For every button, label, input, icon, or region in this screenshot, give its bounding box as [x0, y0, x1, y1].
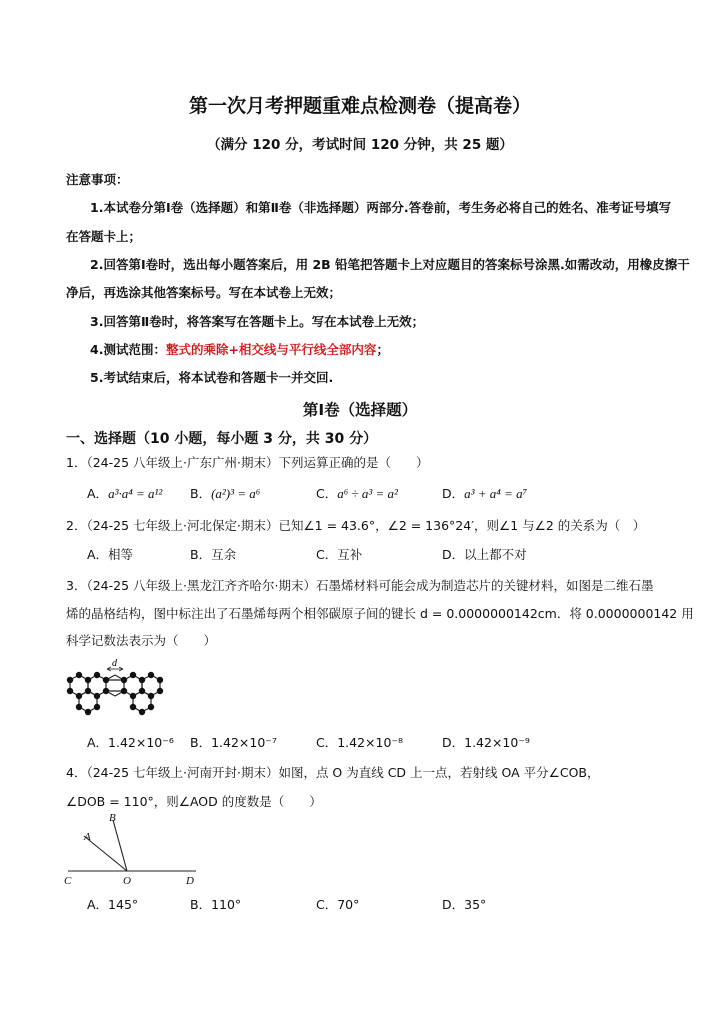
- carbon-atom: [94, 704, 100, 710]
- carbon-atom: [76, 704, 82, 710]
- point-c-label: C: [64, 875, 72, 887]
- q4-option-b: B．110°: [190, 897, 242, 912]
- q4-option-c: C．70°: [316, 897, 360, 912]
- note-4: [90, 340, 389, 358]
- question-4-stem-line-2: ∠DOB = 110°，则∠AOD 的度数是（ ）: [66, 794, 322, 809]
- question-1-stem: 1．（24-25 八年级上·广东广州·期末）下列运算正确的是（ ）: [66, 455, 429, 470]
- q3-option-c: C．1.42×10⁻⁸: [316, 735, 404, 750]
- page-subtitle: （满分 120 分，考试时间 120 分钟，共 25 题）: [207, 137, 513, 153]
- ray-ob: [113, 820, 127, 871]
- carbon-atom: [121, 688, 127, 694]
- carbon-atom: [94, 693, 100, 699]
- carbon-atom: [139, 688, 145, 694]
- section-heading: 一、选择题（10 小题，每小题 3 分，共 30 分）: [66, 431, 378, 447]
- carbon-atom: [103, 677, 109, 683]
- q3-option-b: B．1.42×10⁻⁷: [190, 735, 277, 750]
- q1-option-d: [442, 484, 527, 502]
- page-title: 第一次月考押题重难点检测卷（提高卷）: [188, 95, 531, 117]
- q4-option-a: A．145°: [87, 897, 139, 912]
- q1-option-b-label: B．: [190, 486, 212, 501]
- carbon-atom: [76, 693, 82, 699]
- question-4-stem-line-1: 4．（24-25 七年级上·河南开封·期末）如图，点 O 为直线 CD 上一点，若射线 OA 平分∠COB，: [66, 765, 600, 780]
- q1-option-a: [87, 484, 162, 502]
- notes-heading: 注意事项：: [66, 172, 129, 187]
- carbon-atom: [85, 709, 91, 715]
- carbon-atom: [130, 672, 136, 678]
- q2-option-a: A．相等: [87, 547, 134, 562]
- point-a-label: A: [84, 831, 91, 843]
- note-4-scope: 整式的乘除+相交线与平行线全部内容: [165, 342, 377, 357]
- carbon-atom: [85, 688, 91, 694]
- part-1-heading: 第Ⅰ卷（选择题）: [302, 401, 418, 419]
- question-3-stem-line-1: 3．（24-25 八年级上·黑龙江齐齐哈尔·期末）石墨烯材料可能会成为制造芯片的关键材料，如图是二维石墨: [66, 578, 654, 593]
- q2-option-c: C．互补: [316, 547, 363, 562]
- carbon-atom: [139, 677, 145, 683]
- carbon-atom: [103, 688, 109, 694]
- q1-option-a-expr: a³·a⁴ = a¹²: [108, 486, 163, 501]
- carbon-atom: [148, 704, 154, 710]
- carbon-atom: [157, 677, 163, 683]
- note-2-line-2: 净后，再选涂其他答案标号。写在本试卷上无效；: [66, 285, 342, 300]
- question-3-stem-line-2: 烯的晶格结构，图中标注出了石墨烯每两个相邻碳原子间的键长 d = 0.0000000142cm．将 0.0000000142 用: [66, 606, 694, 621]
- question-3-stem-line-3: 科学记数法表示为（ ）: [66, 633, 217, 648]
- q1-option-c-label: C．: [316, 486, 338, 501]
- note-5: 5.考试结束后，将本试卷和答题卡一并交回.: [90, 370, 334, 385]
- q2-option-d: D．以上都不对: [442, 547, 527, 562]
- q1-option-d-expr: a³ + a⁴ = a⁷: [464, 486, 528, 501]
- note-3: 3.回答第Ⅱ卷时，将答案写在答题卡上。写在本试卷上无效；: [90, 314, 425, 329]
- note-4-prefix: 4.测试范围：: [90, 342, 166, 357]
- carbon-atom: [121, 677, 127, 683]
- carbon-atom: [157, 688, 163, 694]
- note-2-line-1: 2.回答第Ⅰ卷时，选出每小题答案后，用 2B 铅笔把答题卡上对应题目的答案标号涂黑.如需改动，用橡皮擦干: [90, 257, 690, 272]
- bond-length-label: d: [112, 658, 117, 669]
- carbon-atom: [67, 677, 73, 683]
- carbon-atom: [130, 704, 136, 710]
- carbon-atom: [94, 672, 100, 678]
- q1-option-d-label: D．: [442, 486, 465, 501]
- q3-option-a: A．1.42×10⁻⁶: [87, 735, 174, 750]
- carbon-atom: [85, 677, 91, 683]
- note-4-suffix: ；: [376, 342, 389, 357]
- point-o-label: O: [123, 875, 131, 887]
- carbon-atom: [148, 693, 154, 699]
- q1-option-c: [316, 484, 398, 502]
- q1-option-c-expr: a⁶ ÷ a³ = a²: [337, 486, 398, 501]
- note-1-line-1: 1.本试卷分第Ⅰ卷（选择题）和第Ⅱ卷（非选择题）两部分.答卷前，考生务必将自己的姓名、准考证号填写: [90, 200, 672, 215]
- carbon-atom: [139, 709, 145, 715]
- carbon-atom: [130, 693, 136, 699]
- q1-option-a-label: A．: [87, 486, 109, 501]
- q3-option-d: D．1.42×10⁻⁹: [442, 735, 530, 750]
- point-d-label: D: [186, 875, 194, 887]
- carbon-atom: [148, 672, 154, 678]
- angle-figure: [60, 810, 210, 890]
- q1-option-b: [190, 484, 260, 502]
- q1-option-b-expr: (a²)³ = a⁶: [211, 486, 261, 501]
- note-1-line-2: 在答题卡上；: [66, 229, 142, 244]
- question-2-stem: 2．（24-25 七年级上·河北保定·期末）已知∠1 = 43.6°，∠2 = 136°24′，则∠1 与∠2 的关系为（ ）: [66, 518, 646, 533]
- carbon-atom: [67, 688, 73, 694]
- graphene-lattice-figure: [60, 658, 170, 722]
- point-b-label: B: [109, 812, 116, 824]
- q4-option-d: D．35°: [442, 897, 487, 912]
- carbon-atom: [76, 672, 82, 678]
- q2-option-b: B．互余: [190, 547, 237, 562]
